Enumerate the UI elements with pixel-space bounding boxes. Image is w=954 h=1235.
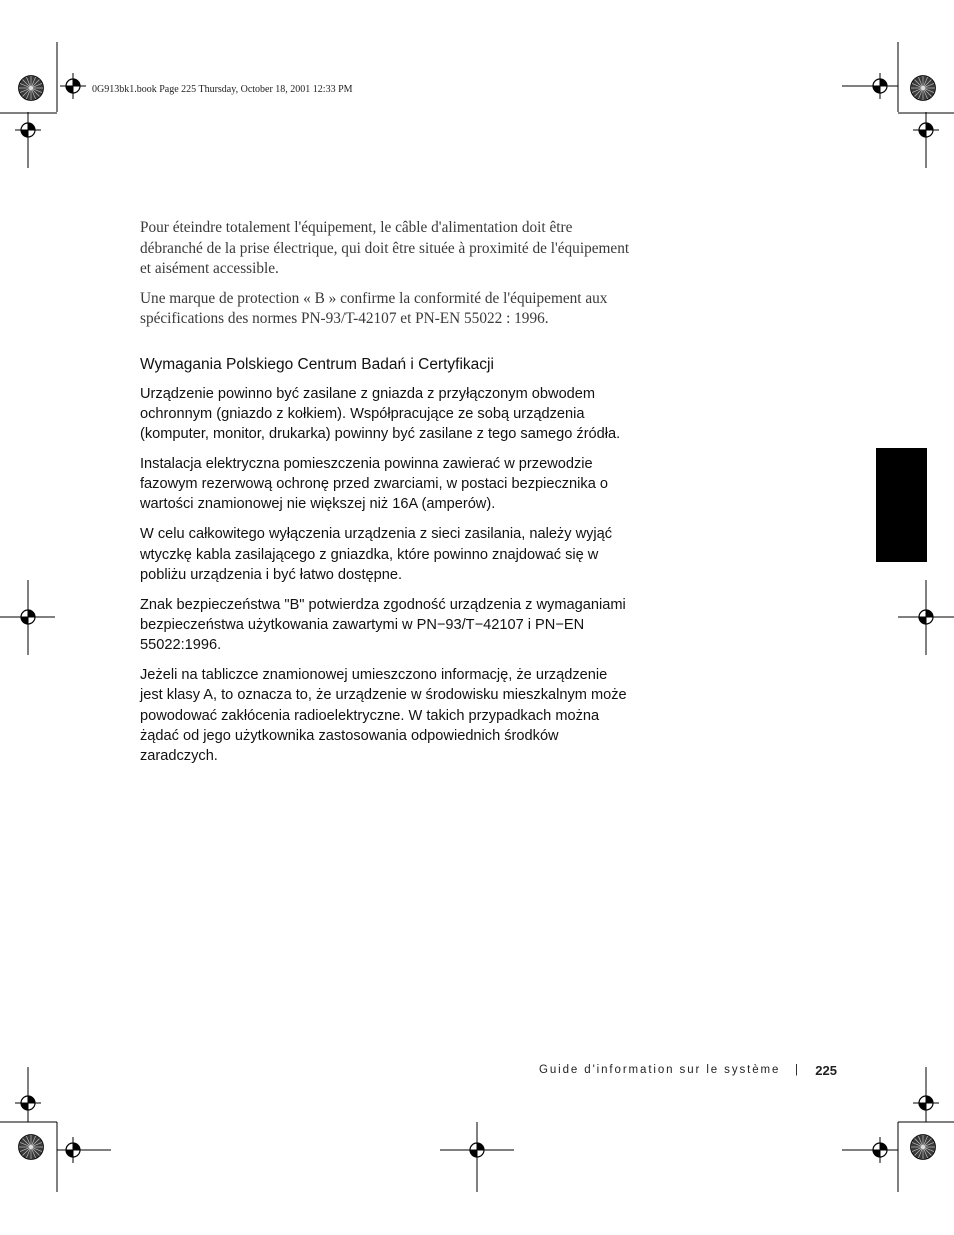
french-paragraph-protection-mark: Une marque de protection « B » confirme la conformité de l'équipement aux spécifications des normes PN-93/T-42107 et PN-EN 55022 : 1996. (140, 289, 608, 327)
starburst-mark-bottom-right (911, 1135, 936, 1160)
polish-paragraph-2: Instalacja elektryczna pomieszczenia powinna zawierać w przewodzie fazowym rezerwową ochronę przed zwarciami, w postaci bezpiecznika o wartości znamionowej nie większej niż 16A (amperów). (140, 455, 609, 513)
polish-paragraph-1: Urządzenie powinno być zasilane z gniazda z przyłączonym obwodem ochronnym (gniazdo z kołkiem). Współpracujące ze sobą urządzenia (komputer, monitor, drukarka) powinny być zasilane z tego samego źródła. (140, 385, 621, 443)
polish-paragraph-5: Jeżeli na tabliczce znamionowej umieszczono informację, że urządzenie jest klasy A, to oznacza to, że urządzenie w środowisku mieszkalnym może powodować zakłócenia radioelektryczne. W takich przypadkach można żądać od jego użytkownika zastosowania odpowiednich środków zaradczych. (140, 667, 627, 765)
starburst-mark-bottom-left (19, 1135, 44, 1160)
print-header-stamp: 0G913bk1.book Page 225 Thursday, October 18, 2001 12:33 PM (92, 84, 353, 95)
french-paragraph-power: Pour éteindre totalement l'équipement, le câble d'alimentation doit être débranché de la prise électrique, qui doit être située à proximité de l'équipement et aisément accessible. (140, 219, 630, 277)
crosshair-mark-top-left (60, 73, 86, 99)
polish-paragraph-4: Znak bezpieczeństwa "B" potwierdza zgodność urządzenia z wymaganiami bezpieczeństwa użytkowania zawartymi w PN−93/T−42107 i PN−EN 55022:1996. (140, 596, 626, 654)
page-footer (539, 1063, 837, 1079)
starburst-mark-top-right (911, 76, 936, 101)
section-thumb-tab (876, 448, 927, 562)
polish-paragraph-3: W celu całkowitego wyłączenia urządzenia z sieci zasilania, należy wyjąć wtyczkę kabla zasilającego z gniazdka, które powinno znajdować się w pobliżu urządzenia i być łatwo dostępne. (140, 526, 613, 583)
footer-guide-title: Guide d'information sur le système (539, 1064, 781, 1076)
starburst-mark-top-left (19, 76, 44, 101)
section-heading-polish-certification: Wymagania Polskiego Centrum Badań i Certyfikacji (140, 355, 494, 373)
page-number: 225 (815, 1063, 837, 1078)
page-body (140, 218, 630, 776)
footer-separator: | (795, 1064, 798, 1076)
